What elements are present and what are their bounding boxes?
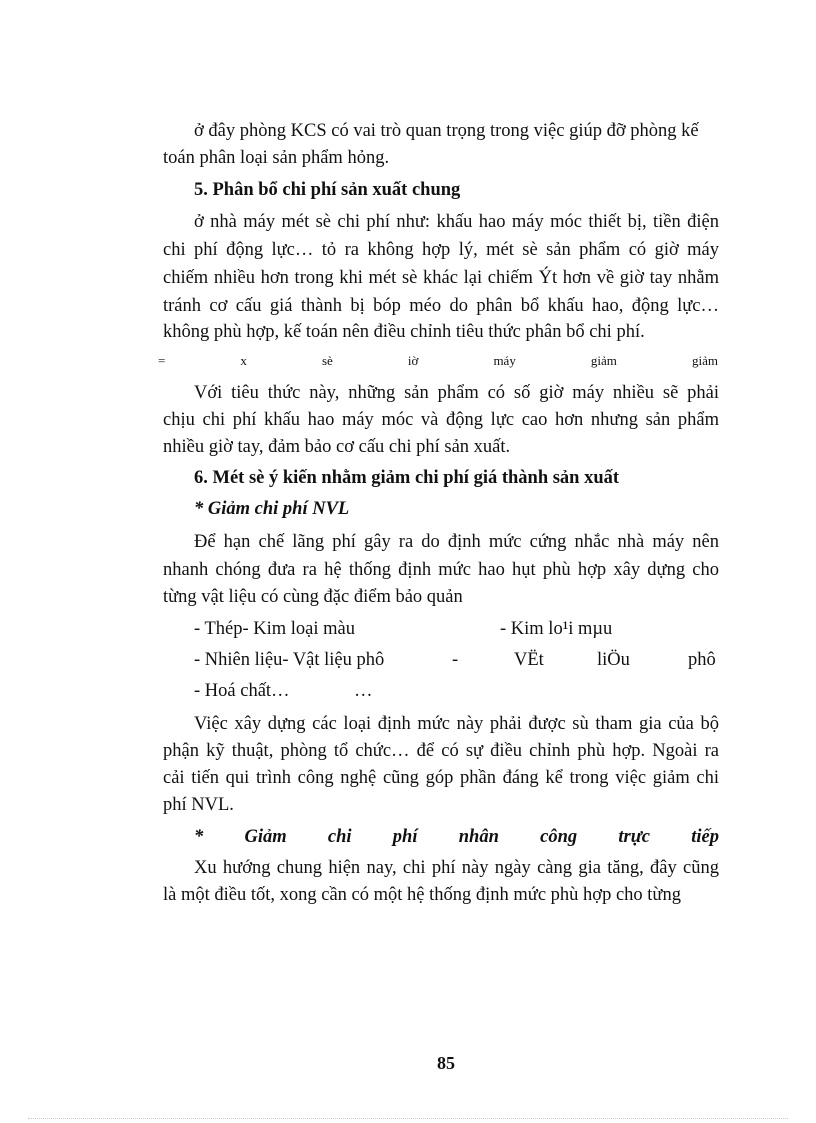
section-6-heading: 6. Mét sè ý kiến nhằm giảm chi phí giá thành sản xuất xyxy=(194,468,620,488)
page-footer-divider xyxy=(28,1118,788,1119)
para4-line1: Để hạn chế lãng phí gây ra do định mức cứng nhắc nhà máy nên xyxy=(194,532,719,552)
page-number: 85 xyxy=(437,1053,455,1073)
para5-line2: phận kỹ thuật, phòng tổ chức… để có sự điều chỉnh phù hợp. Ngoài ra xyxy=(163,741,719,761)
list-item: - Hoá chất… xyxy=(194,681,290,701)
formula-token: = xyxy=(158,353,166,368)
formula-token: giảm xyxy=(691,353,718,368)
para4-line3: từng vật liệu có cùng đặc điểm bảo quản xyxy=(163,587,463,607)
para3-line1: Với tiêu thức này, những sản phẩm có số giờ máy nhiều sẽ phải xyxy=(194,383,719,403)
para2-line3: chiếm nhiều hơn trong khi mét sè khác lại chiếm Ýt hơn về giờ tay nhằm xyxy=(163,268,719,288)
para3-line3: nhiều giờ tay, đảm bảo cơ cấu chi phí sản xuất. xyxy=(163,437,511,457)
para3-line2: chịu chi phí khấu hao máy móc và động lực cao hơn nhưng sản phẩm xyxy=(163,410,719,430)
list-item: - Nhiên liệu- Vật liệu phô xyxy=(194,650,385,670)
list-item: - Thép- Kim loại màu xyxy=(194,619,355,639)
para2-line5: không phù hợp, kế toán nên điều chỉnh tiêu thức phân bổ chi phí. xyxy=(163,322,645,342)
list-item: phô xyxy=(688,650,716,670)
formula-token: máy xyxy=(493,353,516,368)
para5-line3: cải tiến qui trình công nghệ cũng góp phần đáng kể trong việc giảm chi xyxy=(163,768,719,788)
para2-line1: ở nhà máy mét sè chi phí như: khấu hao máy móc thiết bị, tiền điện xyxy=(194,212,719,232)
subheading-reduce-labor-cost: * Giảm chi phí nhân công trực tiếp xyxy=(194,827,719,847)
para1-line1: ở đây phòng KCS có vai trò quan trọng trong việc giúp đỡ phòng kế xyxy=(194,121,699,141)
subheading-reduce-material-cost: * Giảm chi phí NVL xyxy=(194,499,350,519)
section-5-heading: 5. Phân bổ chi phí sản xuất chung xyxy=(194,180,461,200)
formula-token: iờ xyxy=(407,353,419,368)
list-item: liÖu xyxy=(597,650,630,670)
formula-token: x xyxy=(240,353,247,368)
para4-line2: nhanh chóng đưa ra hệ thống định mức hao hụt phù hợp xây dựng cho xyxy=(163,560,719,580)
para1-line2: toán phân loại sản phẩm hỏng. xyxy=(163,148,390,168)
list-item: … xyxy=(354,681,373,701)
para6-line2: là một điều tốt, xong cần có một hệ thống định mức phù hợp cho từng xyxy=(163,885,681,905)
allocation-formula xyxy=(158,352,718,370)
para2-line4: tránh cơ cấu giá thành bị bóp méo do phân bổ khấu hao, động lực… xyxy=(163,296,719,316)
para5-line1: Việc xây dựng các loại định mức này phải được sù tham gia của bộ xyxy=(194,714,719,734)
para2-line2: chi phí động lực… tỏ ra không hợp lý, mét sè sản phẩm có giờ máy xyxy=(163,240,719,260)
list-item: - xyxy=(452,650,459,670)
para5-line4: phí NVL. xyxy=(163,795,234,815)
para6-line1: Xu hướng chung hiện nay, chi phí này ngày càng gia tăng, đây cũng xyxy=(194,858,719,878)
list-item: - Kim lo¹i mµu xyxy=(500,619,613,639)
formula-token: sè xyxy=(321,353,333,368)
formula-token: giảm xyxy=(590,353,617,368)
list-item: VËt xyxy=(514,650,544,670)
